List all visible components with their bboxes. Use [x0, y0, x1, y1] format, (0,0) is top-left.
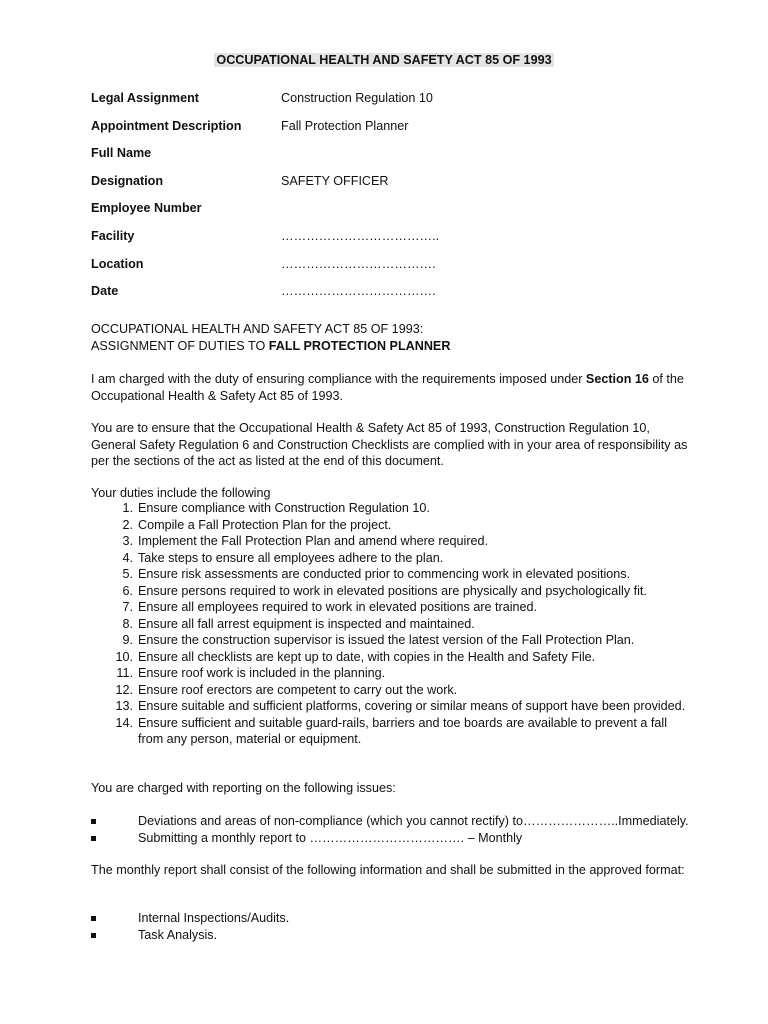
duty-text: Ensure risk assessments are conducted prior to commencing work in elevated positions. [138, 567, 631, 581]
duty-item [91, 517, 691, 534]
duty-number: 12. [115, 682, 133, 697]
bullet-square-icon [91, 819, 96, 824]
monthly-report-item-text: Internal Inspections/Audits. [138, 911, 290, 925]
field-row-appointment-description [91, 118, 691, 136]
reporting-item-text: Submitting a monthly report to ………………………………. – Monthly [138, 830, 523, 845]
monthly-report-intro: The monthly report shall consist of the following information and shall be submitted in the approved format: [91, 863, 685, 877]
field-value: Fall Protection Planner [281, 119, 409, 133]
field-label: Location [91, 257, 144, 271]
reporting-item-text: Deviations and areas of non-compliance (which you cannot rectify) to…………………..Immediately. [138, 814, 689, 828]
reporting-item [91, 813, 701, 830]
field-label: Appointment Description [91, 119, 242, 133]
duty-item [91, 632, 691, 649]
bullet-square-icon [91, 916, 96, 921]
document-title-text: OCCUPATIONAL HEALTH AND SAFETY ACT 85 OF 1993 [216, 53, 552, 67]
duty-item [91, 533, 691, 550]
duty-number: 2. [122, 517, 133, 532]
duty-text: Ensure all fall arrest equipment is inspected and maintained. [138, 616, 475, 631]
field-row-location [91, 256, 691, 274]
field-label: Date [91, 284, 119, 298]
document-title [0, 52, 768, 69]
field-value: SAFETY OFFICER [281, 174, 389, 188]
monthly-report-item [91, 910, 701, 927]
duties-intro: Your duties include the following [91, 486, 271, 500]
section-heading-prefix: ASSIGNMENT OF DUTIES TO [91, 338, 269, 353]
field-row-facility [91, 228, 691, 246]
field-value: ……………………………….. [281, 229, 440, 243]
duty-number: 4. [122, 550, 133, 565]
duty-item [91, 698, 691, 715]
duty-text: Ensure the construction supervisor is issued the latest version of the Fall Protection Plan. [138, 633, 635, 647]
duty-item [91, 682, 691, 699]
reporting-item [91, 830, 701, 847]
duty-number: 1. [122, 501, 133, 515]
duty-number: 14. [115, 715, 133, 730]
para1-bold: Section 16 [585, 372, 649, 386]
duty-item [91, 616, 691, 633]
field-label: Designation [91, 174, 164, 188]
field-row-designation [91, 173, 691, 191]
field-label: Employee Number [91, 201, 202, 215]
paragraph-regulations: You are to ensure that the Occupational Health & Safety Act 85 of 1993, Construction Regulation 10, General Safety Regulation 6 and Construction Checklists are complied with in your area of responsibility as per the sections of the act as listed at the end of this document. [91, 421, 688, 468]
duty-number: 5. [122, 567, 133, 581]
duty-text: Implement the Fall Protection Plan and amend where required. [138, 534, 489, 548]
monthly-report-item [91, 927, 701, 944]
field-label: Legal Assignment [91, 91, 199, 105]
bullet-square-icon [91, 836, 96, 841]
field-row-date [91, 283, 691, 301]
duty-number: 7. [122, 600, 133, 614]
section-heading [91, 321, 691, 354]
field-value: Construction Regulation 10 [281, 91, 433, 105]
field-value: ………………………………. [281, 257, 436, 271]
duty-item [91, 649, 691, 666]
duty-number: 8. [122, 616, 133, 631]
field-row-full-name [91, 145, 691, 163]
duty-text: Ensure roof work is included in the planning. [138, 666, 386, 680]
duty-item [91, 566, 691, 583]
duty-text: Compile a Fall Protection Plan for the project. [138, 517, 392, 532]
duty-number: 9. [122, 633, 133, 647]
duty-number: 13. [115, 699, 133, 713]
monthly-report-list [91, 910, 701, 943]
duty-item [91, 715, 691, 748]
section-heading-line1: OCCUPATIONAL HEALTH AND SAFETY ACT 85 OF 1993: [91, 322, 424, 336]
duty-text: Ensure sufficient and suitable guard-rails, barriers and toe boards are available to prevent a fall from any person, material or equipment. [138, 715, 668, 746]
field-row-legal-assignment [91, 90, 691, 108]
reporting-list [91, 813, 701, 846]
duty-text: Ensure suitable and sufficient platforms, covering or similar means of support have been provided. [138, 699, 686, 713]
duty-text: Ensure all checklists are kept up to date, with copies in the Health and Safety File. [138, 649, 596, 664]
duties-list [91, 500, 691, 748]
duty-number: 3. [122, 534, 133, 548]
duty-text: Ensure all employees required to work in elevated positions are trained. [138, 600, 538, 614]
para1-start: I am charged with the duty of ensuring compliance with the requirements imposed under [91, 372, 586, 386]
field-value: ………………………………. [281, 284, 436, 298]
field-label: Full Name [91, 146, 152, 160]
field-row-employee-number [91, 200, 691, 218]
section-heading-line2 [91, 338, 691, 355]
duty-text: Ensure persons required to work in elevated positions are physically and psychologically fit. [138, 583, 647, 598]
reporting-intro: You are charged with reporting on the following issues: [91, 781, 396, 795]
section-heading-bold: FALL PROTECTION PLANNER [268, 338, 451, 353]
duty-item [91, 599, 691, 616]
duty-item [91, 550, 691, 567]
field-label: Facility [91, 229, 135, 243]
duty-text: Take steps to ensure all employees adhere to the plan. [138, 550, 444, 565]
duty-number: 11. [116, 666, 133, 680]
duty-number: 6. [122, 583, 133, 598]
para1-end: of the Occupational Health & Safety Act 85 of 1993. [91, 372, 684, 403]
duty-number: 10. [115, 649, 133, 664]
duty-text: Ensure compliance with Construction Regulation 10. [138, 501, 430, 515]
duty-item [91, 500, 691, 517]
monthly-report-item-text: Task Analysis. [138, 927, 218, 942]
duty-text: Ensure roof erectors are competent to carry out the work. [138, 682, 458, 697]
duty-item [91, 583, 691, 600]
paragraph-compliance-duty [91, 371, 691, 404]
duty-item [91, 665, 691, 682]
bullet-square-icon [91, 933, 96, 938]
